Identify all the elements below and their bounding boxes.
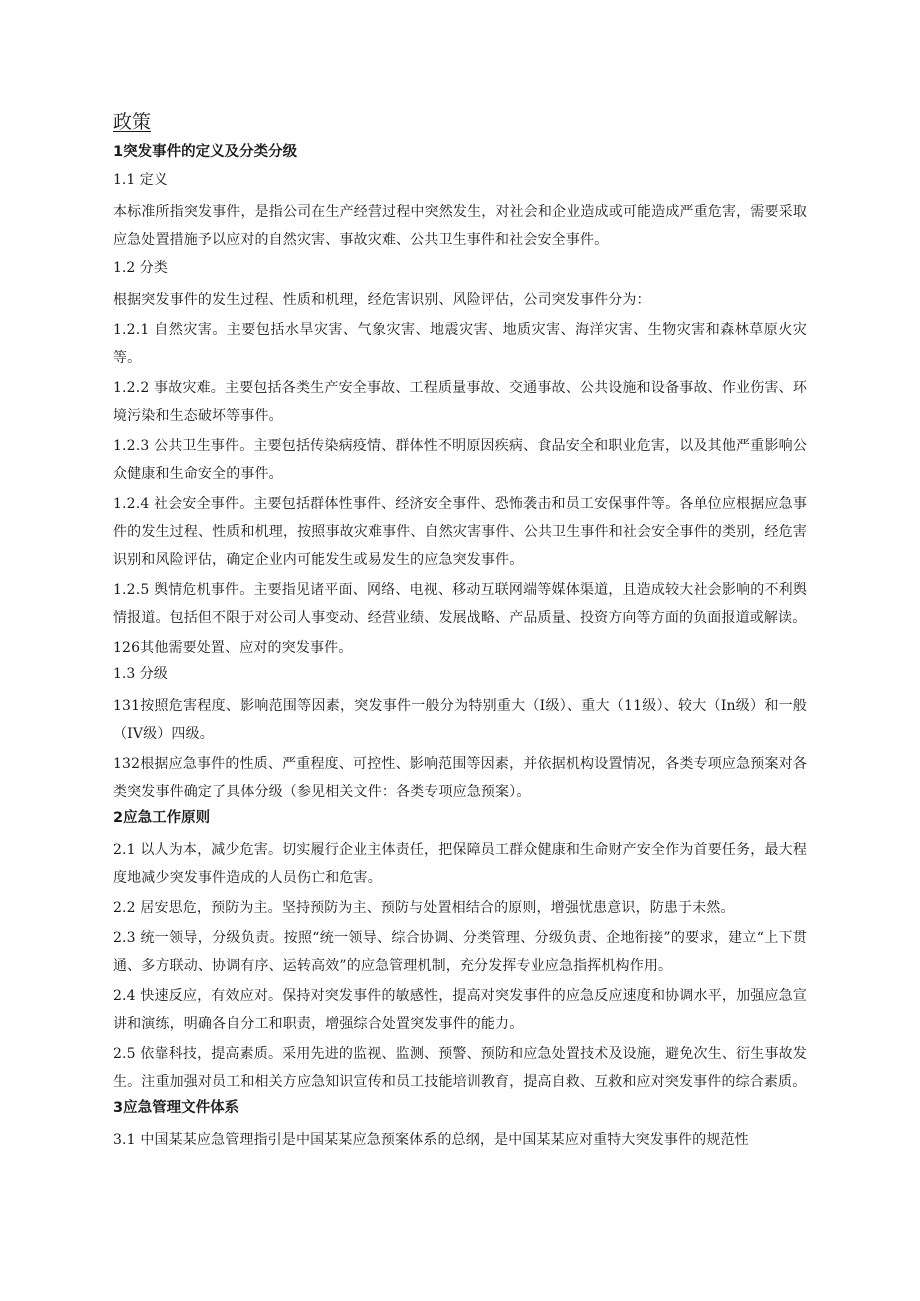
paragraph-2-4: 2.4 快速反应，有效应对。保持对突发事件的敏感性，提高对突发事件的应急反应速度和协调水平，加强应急宣讲和演练，明确各自分工和职责，增强综合处置突发事件的能力。 [113, 988, 807, 1032]
paragraph-1-2-2: 1.2.2 事故灾难。主要包括各类生产安全事故、工程质量事故、交通事故、公共设施和设备事故、作业伤害、环境污染和生态破坏等事件。 [113, 380, 807, 424]
paragraph-3-1: 3.1 中国某某应急管理指引是中国某某应急预案体系的总纲，是中国某某应对重特大突发事件的规范性 [113, 1132, 749, 1148]
paragraph-2-5: 2.5 依靠科技，提高素质。采用先进的监视、监测、预警、预防和应急处置技术及设施，避免次生、衍生事故发生。注重加强对员工和相关方应急知识宣传和员工技能培训教育，提高自救、互救和应对突发事件的综合素质。 [113, 1046, 807, 1090]
paragraph-1-2-5: 1.2.5 舆情危机事件。主要指见诸平面、网络、电视、移动互联网端等媒体渠道，且造成较大社会影响的不利舆情报道。包括但不限于对公司人事变动、经营业绩、发展战略、产品质量、投资方向等方面的负面报道或解读。 [113, 582, 807, 626]
paragraph-2-1: 2.1 以人为本，减少危害。切实履行企业主体责任，把保障员工群众健康和生命财产安全作为首要任务，最大程度地减少突发事件造成的人员伤亡和危害。 [113, 842, 807, 886]
paragraph-definition: 本标准所指突发事件，是指公司在生产经营过程中突然发生，对社会和企业造成或可能造成严重危害，需要采取应急处置措施予以应对的自然灾害、事故灾难、公共卫生事件和社会安全事件。 [113, 204, 807, 248]
subsection-1-1-heading: 1.1 定义 [113, 172, 168, 188]
document-page [113, 110, 807, 1156]
section-3-heading: 3应急管理文件体系 [113, 1100, 240, 1116]
paragraph-2-2: 2.2 居安思危，预防为主。坚持预防为主、预防与处置相结合的原则，增强忧患意识，防患于未然。 [113, 900, 735, 916]
section-2-heading: 2应急工作原则 [113, 810, 211, 826]
paragraph-1-2-3: 1.2.3 公共卫生事件。主要包括传染病疫情、群体性不明原因疾病、食品安全和职业危害，以及其他严重影响公众健康和生命安全的事件。 [113, 438, 807, 482]
paragraph-1-2-4: 1.2.4 社会安全事件。主要包括群体性事件、经济安全事件、恐怖袭击和员工安保事件等。各单位应根据应急事件的发生过程、性质和机理，按照事故灾难事件、自然灾害事件、公共卫生事件和社会安全事件的类别，经危害识别和风险评估，确定企业内可能发生或易发生的应急突发事件。 [113, 496, 807, 568]
subsection-1-3-heading: 1.3 分级 [113, 666, 168, 682]
paragraph-1-2-6: 126其他需要处置、应对的突发事件。 [113, 640, 353, 656]
paragraph-classification: 根据突发事件的发生过程、性质和机理，经危害识别、风险评估，公司突发事件分为： [113, 292, 651, 308]
section-1-heading: 1突发事件的定义及分类分级 [113, 144, 298, 160]
paragraph-1-2-1: 1.2.1 自然灾害。主要包括水旱灾害、气象灾害、地震灾害、地质灾害、海洋灾害、生物灾害和森林草原火灾等。 [113, 322, 807, 366]
paragraph-2-3: 2.3 统一领导，分级负责。按照“统一领导、综合协调、分类管理、分级负责、企地衔接”的要求，建立“上下贯通、多方联动、协调有序、运转高效”的应急管理机制，充分发挥专业应急指挥机构作用。 [113, 930, 807, 974]
subsection-1-2-heading: 1.2 分类 [113, 260, 168, 276]
paragraph-1-3-1: 131按照危害程度、影响范围等因素，突发事件一般分为特别重大（I级）、重大（11级）、较大（In级）和一般（IV级）四级。 [113, 698, 807, 742]
paragraph-1-3-2: 132根据应急事件的性质、严重程度、可控性、影响范围等因素，并依据机构设置情况，各类专项应急预案对各类突发事件确定了具体分级（参见相关文件：各类专项应急预案）。 [113, 756, 807, 800]
document-title: 政策 [113, 111, 152, 133]
